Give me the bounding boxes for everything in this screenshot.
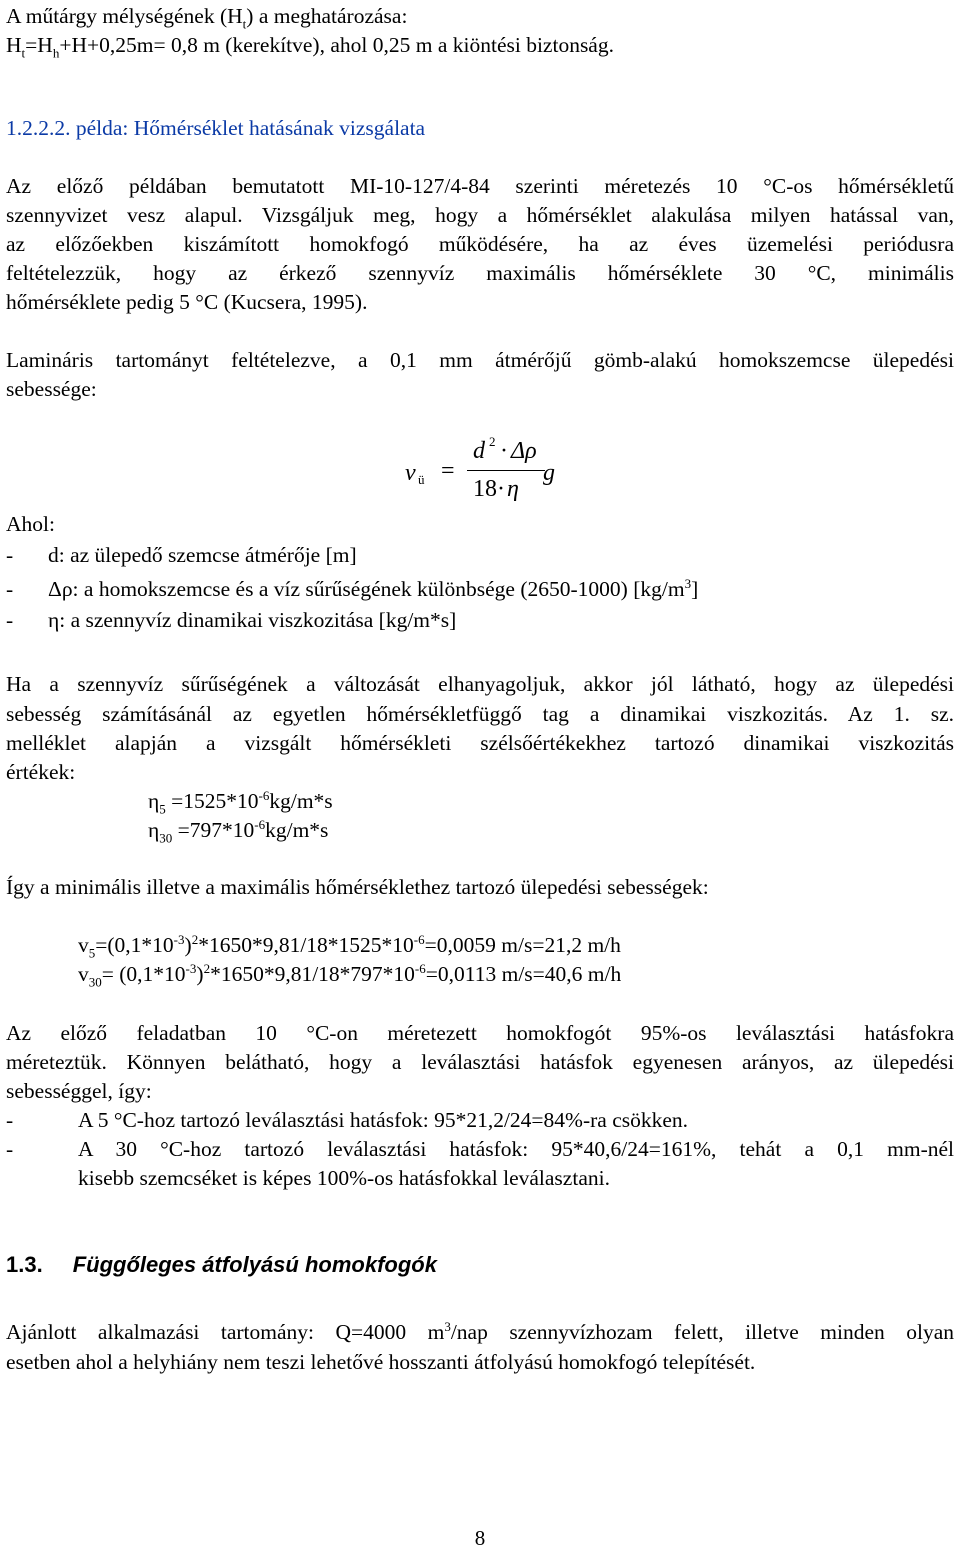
superscript: 3 xyxy=(684,575,692,591)
text: /nap szennyvízhozam felett, illetve minden olyan xyxy=(450,1320,954,1344)
paragraph-line: melléklet alapján a vizsgált hőmérsékleti szélsőértékekhez tartozó dinamikai viszkozitás xyxy=(6,731,954,755)
list-dash: - xyxy=(6,608,14,632)
eta-30-value xyxy=(148,816,328,844)
text: ) xyxy=(196,962,204,986)
efficiency-30c: A 30 °C-hoz tartozó leválasztási hatásfok: 95*40,6/24=161%, tehát a 0,1 mm-nél xyxy=(78,1137,954,1161)
subscript: t xyxy=(21,45,26,61)
text: kg/m*s xyxy=(269,789,333,813)
list-dash: - xyxy=(6,543,14,567)
text: = (0,1*10 xyxy=(101,962,186,986)
paragraph-line: Az előző példában bemutatott MI-10-127/4-84 szerinti méretezés 10 °C-os hőmérsékletű xyxy=(6,174,954,198)
formula-v-subscript: ü xyxy=(418,472,425,487)
efficiency-30c-continued: kisebb szemcséket is képes 100%-os hatásfokkal leválasztani. xyxy=(78,1166,610,1190)
superscript: -6 xyxy=(254,816,266,832)
text: kg/m*s xyxy=(265,818,329,842)
paragraph-line: feltételezzük, hogy az érkező szennyvíz maximális hőmérséklete 30 °C, minimális xyxy=(6,261,954,285)
text: H xyxy=(6,33,22,57)
paragraph-line: értékek: xyxy=(6,760,76,784)
paragraph-line: Az előző feladatban 10 °C-on méretezett homokfogót 95%-os leválasztási hatásfokra xyxy=(6,1021,954,1045)
superscript: 2 xyxy=(191,931,199,947)
v-5-calculation xyxy=(78,931,621,959)
settling-velocity-formula xyxy=(405,436,575,506)
paragraph-line: sebességgel, így: xyxy=(6,1079,152,1103)
page-number: 8 xyxy=(474,1526,486,1550)
list-dash: - xyxy=(6,1137,14,1161)
superscript: -3 xyxy=(173,931,185,947)
subscript: h xyxy=(52,45,60,61)
paragraph-line: méreteztük. Könnyen belátható, hogy a leválasztási hatásfok egyenesen arányos, az ülepedési xyxy=(6,1050,954,1074)
formula-dot: · xyxy=(497,476,505,502)
superscript: -3 xyxy=(185,960,197,976)
section-title: Függőleges átfolyású homokfogók xyxy=(72,1252,437,1277)
paragraph-line: sebessége: xyxy=(6,377,97,401)
paragraph-line: Ha a szennyvíz sűrűségének a változását elhanyagoljuk, akkor jól látható, hogy az ülepedési xyxy=(6,672,954,696)
section-number: 1.3. xyxy=(6,1252,43,1277)
formula-exponent: 2 xyxy=(489,434,496,449)
definition-delta-rho xyxy=(48,575,698,603)
paragraph-line: sebesség számításánál az egyetlen hőmérsékletfüggő tag a dinamikai viszkozitás. Az 1. sz. xyxy=(6,702,954,726)
list-dash: - xyxy=(6,577,14,601)
subscript: 5 xyxy=(159,801,166,817)
subscript: 30 xyxy=(88,974,102,990)
superscript: 3 xyxy=(444,1318,451,1334)
formula-g: g xyxy=(543,460,555,486)
text: =H xyxy=(25,33,53,57)
text: =1525*10 xyxy=(165,789,259,813)
text: Ajánlott alkalmazási tartomány: Q=4000 m xyxy=(6,1320,445,1344)
text: =0,0113 m/s=40,6 m/h xyxy=(425,962,622,986)
formula-v: v xyxy=(405,460,416,486)
paragraph-line: Lamináris tartományt feltételezve, a 0,1 mm átmérőjű gömb-alakú homokszemcse ülepedési xyxy=(6,348,954,372)
formula-eta: η xyxy=(507,476,519,502)
formula-delta-rho: Δρ xyxy=(511,438,537,464)
text: =797*10 xyxy=(172,818,255,842)
text: Δρ: a homokszemcse és a víz sűrűségének különbsége (2650-1000) [kg/m xyxy=(48,577,685,601)
text: A műtárgy mélységének (H xyxy=(6,4,243,28)
subscript: t xyxy=(242,16,247,32)
paragraph-line: esetben ahol a helyhiány nem teszi lehetővé hosszanti átfolyású homokfogó telepítését. xyxy=(6,1350,756,1374)
text: =(0,1*10 xyxy=(95,933,174,957)
depth-formula-line xyxy=(6,31,614,59)
text: ] xyxy=(691,577,699,601)
text: ) a meghatározása: xyxy=(246,4,408,28)
text: v xyxy=(78,962,89,986)
text: =0,0059 m/s=21,2 m/h xyxy=(424,933,621,957)
subscript: 5 xyxy=(88,945,96,961)
text: v xyxy=(78,933,89,957)
section-heading-1-3 xyxy=(6,1250,437,1280)
subscript: 30 xyxy=(159,830,173,846)
where-label: Ahol: xyxy=(6,512,55,536)
paragraph-line: Így a minimális illetve a maximális hőmérséklethez tartozó ülepedési sebességek: xyxy=(6,875,709,899)
formula-d: d xyxy=(473,438,485,464)
superscript: -6 xyxy=(413,931,425,947)
eta-5-value xyxy=(148,787,333,815)
formula-18: 18 xyxy=(473,476,497,502)
paragraph-line: szennyvizet vesz alapul. Vizsgáljuk meg, hogy a hőmérséklet alakulása milyen hatással van, xyxy=(6,203,954,227)
paragraph-line: hőmérséklete pedig 5 °C (Kucsera, 1995). xyxy=(6,290,368,314)
section-heading-1-2-2-2[interactable]: 1.2.2.2. példa: Hőmérséklet hatásának vizsgálata xyxy=(6,116,426,140)
text: η xyxy=(148,818,160,842)
definition-eta: η: a szennyvíz dinamikai viszkozitása [kg/m*s] xyxy=(48,608,457,632)
text: *1650*9,81/18*797*10 xyxy=(210,962,415,986)
text: ) xyxy=(184,933,192,957)
paragraph-line xyxy=(6,1318,954,1346)
depth-determination-line xyxy=(6,2,407,30)
efficiency-5c: A 5 °C-hoz tartozó leválasztási hatásfok: 95*21,2/24=84%-ra csökken. xyxy=(78,1108,689,1132)
fraction-bar xyxy=(467,470,545,471)
definition-d: d: az ülepedő szemcse átmérője [m] xyxy=(48,543,357,567)
paragraph-line: az előzőekben kiszámított homokfogó működésére, ha az éves üzemelési periódusra xyxy=(6,232,954,256)
text: η xyxy=(148,789,160,813)
text: +H+0,25m= 0,8 m (kerekítve), ahol 0,25 m a kiöntési biztonság. xyxy=(59,33,614,57)
list-dash: - xyxy=(6,1108,14,1132)
text: *1650*9,81/18*1525*10 xyxy=(198,933,414,957)
formula-equals: = xyxy=(441,458,455,484)
v-30-calculation xyxy=(78,960,621,988)
superscript: -6 xyxy=(258,787,270,803)
superscript: -6 xyxy=(414,960,426,976)
formula-dot: · xyxy=(500,438,508,464)
superscript: 2 xyxy=(203,960,211,976)
